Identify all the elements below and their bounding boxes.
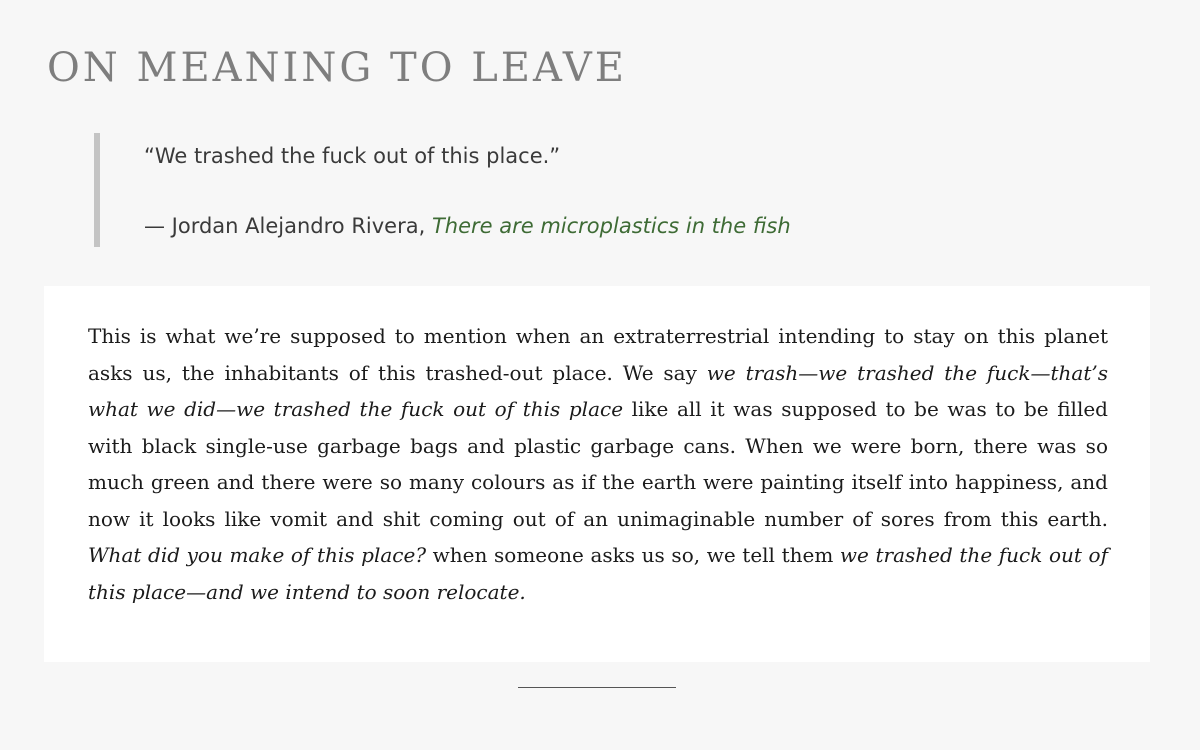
excerpt-italic-1: we trash—we trashed the fuck—that’s what we did—we trashed the fuck out of this place [88,360,1109,421]
epigraph-blockquote [94,133,1000,247]
excerpt-image [44,286,1150,662]
excerpt-part-1: This is what we’re supposed to mention when an extraterrestrial intending to stay on this planet asks us, the inhabitants of this trashed-out place. We say [88,324,1108,385]
section-divider [518,687,676,688]
excerpt-italic-3: we trashed the fuck out of this place—and we intend to soon relocate. [88,543,1109,604]
attribution-author: — Jordan Alejandro Rivera, [144,214,432,238]
source-title-link[interactable]: There are microplastics in the fish [431,214,791,238]
page-title: ON MEANING TO LEAVE [47,45,627,91]
excerpt-part-5: when someone asks us so, we tell them [426,543,840,567]
epigraph-attribution [144,211,791,241]
excerpt-italic-2: What did you make of this place? [88,543,427,567]
epigraph-quote: “We trashed the fuck out of this place.” [144,144,561,168]
excerpt-paragraph [88,318,1108,610]
excerpt-part-3: like all it was supposed to be was to be filled with black single-use garbage bags and plastic garbage cans. When we were born, there was so much green and there were so many colours as if the earth were painting itself into happiness, and now it looks like vomit and shit coming out of an unimaginable number of sores from this earth. [88,397,1108,531]
